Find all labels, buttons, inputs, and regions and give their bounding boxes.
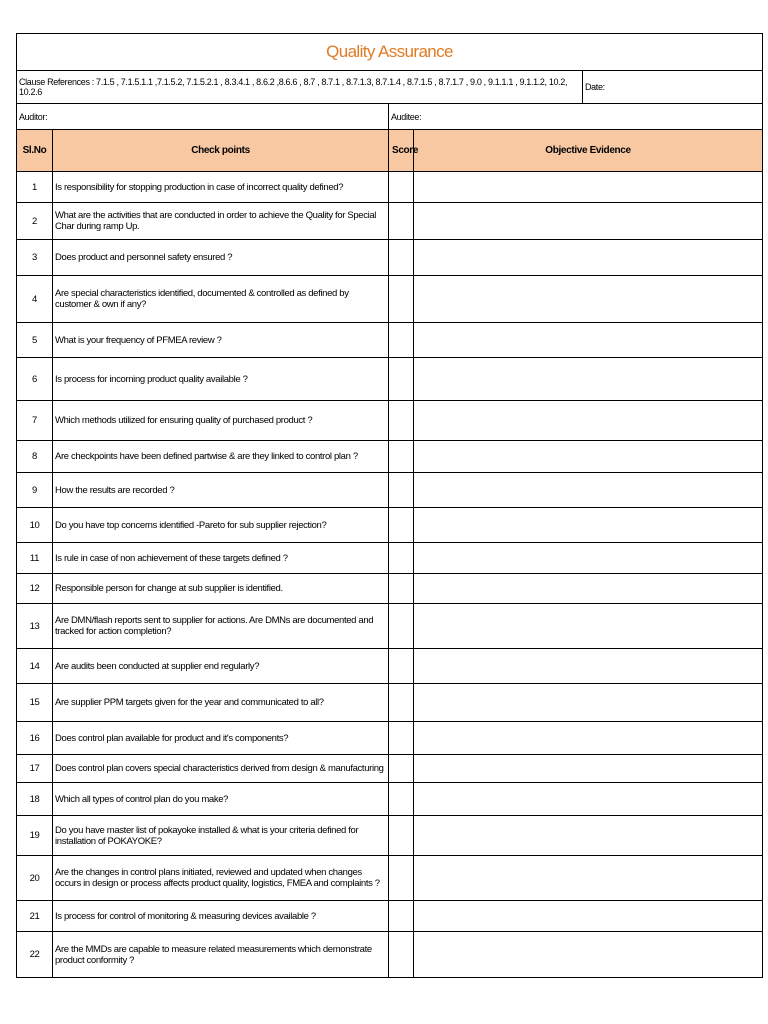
table-row xyxy=(17,722,763,755)
objective-evidence-cell[interactable] xyxy=(414,543,763,574)
score-cell[interactable] xyxy=(389,932,414,978)
checkpoint-text: Are the changes in control plans initiated, reviewed and updated when changes occurs in design or process affects product quality, logistics, FMEA and complaints ? xyxy=(53,856,389,901)
table-row xyxy=(17,604,763,649)
checkpoint-text: Is process for incorning product quality available ? xyxy=(53,358,389,401)
objective-evidence-cell[interactable] xyxy=(414,441,763,473)
row-number: 15 xyxy=(17,684,53,722)
row-number: 2 xyxy=(17,203,53,240)
score-cell[interactable] xyxy=(389,574,414,604)
checkpoint-text: How the results are recorded ? xyxy=(53,473,389,508)
objective-evidence-cell[interactable] xyxy=(414,816,763,856)
table-row xyxy=(17,358,763,401)
row-number: 13 xyxy=(17,604,53,649)
score-cell[interactable] xyxy=(389,401,414,441)
table-row xyxy=(17,203,763,240)
table-row xyxy=(17,508,763,543)
checkpoint-text: Which methods utilized for ensuring quality of purchased product ? xyxy=(53,401,389,441)
table-row xyxy=(17,755,763,783)
col-header-score: Score xyxy=(389,130,414,172)
checkpoint-text: Responsible person for change at sub supplier is identified. xyxy=(53,574,389,604)
row-number: 18 xyxy=(17,783,53,816)
objective-evidence-cell[interactable] xyxy=(414,240,763,276)
objective-evidence-cell[interactable] xyxy=(414,358,763,401)
table-row xyxy=(17,901,763,932)
col-header-checkpoints: Check points xyxy=(53,130,389,172)
objective-evidence-cell[interactable] xyxy=(414,722,763,755)
score-cell[interactable] xyxy=(389,856,414,901)
col-header-evidence: Objective Evidence xyxy=(414,130,763,172)
row-number: 11 xyxy=(17,543,53,574)
qa-checklist-sheet xyxy=(16,33,762,978)
objective-evidence-cell[interactable] xyxy=(414,684,763,722)
checkpoint-text: Does control plan available for product and it's components? xyxy=(53,722,389,755)
objective-evidence-cell[interactable] xyxy=(414,755,763,783)
objective-evidence-cell[interactable] xyxy=(414,604,763,649)
row-number: 10 xyxy=(17,508,53,543)
score-cell[interactable] xyxy=(389,722,414,755)
objective-evidence-cell[interactable] xyxy=(414,323,763,358)
checkpoint-text: Is process for control of monitoring & measuring devices available ? xyxy=(53,901,389,932)
table-row xyxy=(17,816,763,856)
auditee-field[interactable]: Auditee: xyxy=(389,104,763,130)
auditor-field[interactable]: Auditor: xyxy=(17,104,389,130)
score-cell[interactable] xyxy=(389,358,414,401)
score-cell[interactable] xyxy=(389,543,414,574)
objective-evidence-cell[interactable] xyxy=(414,649,763,684)
score-cell[interactable] xyxy=(389,755,414,783)
row-number: 6 xyxy=(17,358,53,401)
clause-references: Clause References : 7.1.5 , 7.1.5.1.1 ,7.1.5.2, 7.1.5.2.1 , 8.3.4.1 , 8.6.2 ,8.6.6 , 8.7 , 8.7.1 , 8.7.1.3, 8.7.1.4 , 8.7.1.5 , 8.7.1.7 , 9.0 , 9.1.1.1 , 9.1.1.2, 10.2, 10.2.6 xyxy=(17,71,583,104)
checkpoint-text: Are checkpoints have been defined partwise & are they linked to control plan ? xyxy=(53,441,389,473)
checkpoint-text: What are the activities that are conducted in order to achieve the Quality for Special Char during ramp Up. xyxy=(53,203,389,240)
objective-evidence-cell[interactable] xyxy=(414,783,763,816)
objective-evidence-cell[interactable] xyxy=(414,574,763,604)
row-number: 17 xyxy=(17,755,53,783)
score-cell[interactable] xyxy=(389,783,414,816)
score-cell[interactable] xyxy=(389,684,414,722)
score-cell[interactable] xyxy=(389,172,414,203)
table-row xyxy=(17,401,763,441)
table-row xyxy=(17,684,763,722)
score-cell[interactable] xyxy=(389,816,414,856)
objective-evidence-cell[interactable] xyxy=(414,856,763,901)
checkpoint-text: Are supplier PPM targets given for the year and communicated to all? xyxy=(53,684,389,722)
table-row xyxy=(17,276,763,323)
score-cell[interactable] xyxy=(389,901,414,932)
score-cell[interactable] xyxy=(389,323,414,358)
checkpoint-text: Do you have master list of pokayoke installed & what is your criteria defined for installation of POKAYOKE? xyxy=(53,816,389,856)
table-row xyxy=(17,932,763,978)
score-cell[interactable] xyxy=(389,441,414,473)
row-number: 14 xyxy=(17,649,53,684)
row-number: 5 xyxy=(17,323,53,358)
objective-evidence-cell[interactable] xyxy=(414,932,763,978)
row-number: 16 xyxy=(17,722,53,755)
row-number: 21 xyxy=(17,901,53,932)
score-cell[interactable] xyxy=(389,276,414,323)
title-cell xyxy=(17,34,763,71)
checkpoint-text: Are the MMDs are capable to measure related measurements which demonstrate product conformity ? xyxy=(53,932,389,978)
score-cell[interactable] xyxy=(389,649,414,684)
checkpoint-text: Does control plan covers special characteristics derived from design & manufacturing xyxy=(53,755,389,783)
checkpoint-text: Are special characteristics identified, documented & controlled as defined by customer & own if any? xyxy=(53,276,389,323)
qa-checklist-table xyxy=(16,33,763,978)
score-cell[interactable] xyxy=(389,473,414,508)
row-number: 8 xyxy=(17,441,53,473)
table-row xyxy=(17,543,763,574)
document-title: Quality Assurance xyxy=(326,42,453,61)
objective-evidence-cell[interactable] xyxy=(414,508,763,543)
objective-evidence-cell[interactable] xyxy=(414,276,763,323)
checkpoint-text: Are DMN/flash reports sent to supplier for actions. Are DMNs are documented and tracked for action completion? xyxy=(53,604,389,649)
row-number: 19 xyxy=(17,816,53,856)
date-field[interactable]: Date: xyxy=(583,71,763,104)
checkpoint-text: Are audits been conducted at supplier end regularly? xyxy=(53,649,389,684)
objective-evidence-cell[interactable] xyxy=(414,203,763,240)
score-cell[interactable] xyxy=(389,240,414,276)
row-number: 1 xyxy=(17,172,53,203)
checkpoint-text: Is responsibility for stopping production in case of incorrect quality defined? xyxy=(53,172,389,203)
checkpoint-text: Do you have top concerns identified -Pareto for sub supplier rejection? xyxy=(53,508,389,543)
row-number: 9 xyxy=(17,473,53,508)
table-row xyxy=(17,649,763,684)
row-number: 20 xyxy=(17,856,53,901)
row-number: 7 xyxy=(17,401,53,441)
checkpoint-text: What is your frequency of PFMEA review ? xyxy=(53,323,389,358)
score-cell[interactable] xyxy=(389,604,414,649)
checklist-rows xyxy=(17,172,763,978)
row-number: 4 xyxy=(17,276,53,323)
score-cell[interactable] xyxy=(389,508,414,543)
objective-evidence-cell[interactable] xyxy=(414,901,763,932)
objective-evidence-cell[interactable] xyxy=(414,473,763,508)
checkpoint-text: Does product and personnel safety ensured ? xyxy=(53,240,389,276)
row-number: 12 xyxy=(17,574,53,604)
table-row xyxy=(17,473,763,508)
objective-evidence-cell[interactable] xyxy=(414,172,763,203)
checkpoint-text: Is rule in case of non achievement of these targets defined ? xyxy=(53,543,389,574)
col-header-slno: Sl.No xyxy=(17,130,53,172)
table-row xyxy=(17,441,763,473)
table-row xyxy=(17,240,763,276)
table-row xyxy=(17,783,763,816)
checkpoint-text: Which all types of control plan do you make? xyxy=(53,783,389,816)
objective-evidence-cell[interactable] xyxy=(414,401,763,441)
row-number: 3 xyxy=(17,240,53,276)
table-row xyxy=(17,323,763,358)
table-row xyxy=(17,574,763,604)
row-number: 22 xyxy=(17,932,53,978)
table-row xyxy=(17,856,763,901)
table-row xyxy=(17,172,763,203)
score-cell[interactable] xyxy=(389,203,414,240)
